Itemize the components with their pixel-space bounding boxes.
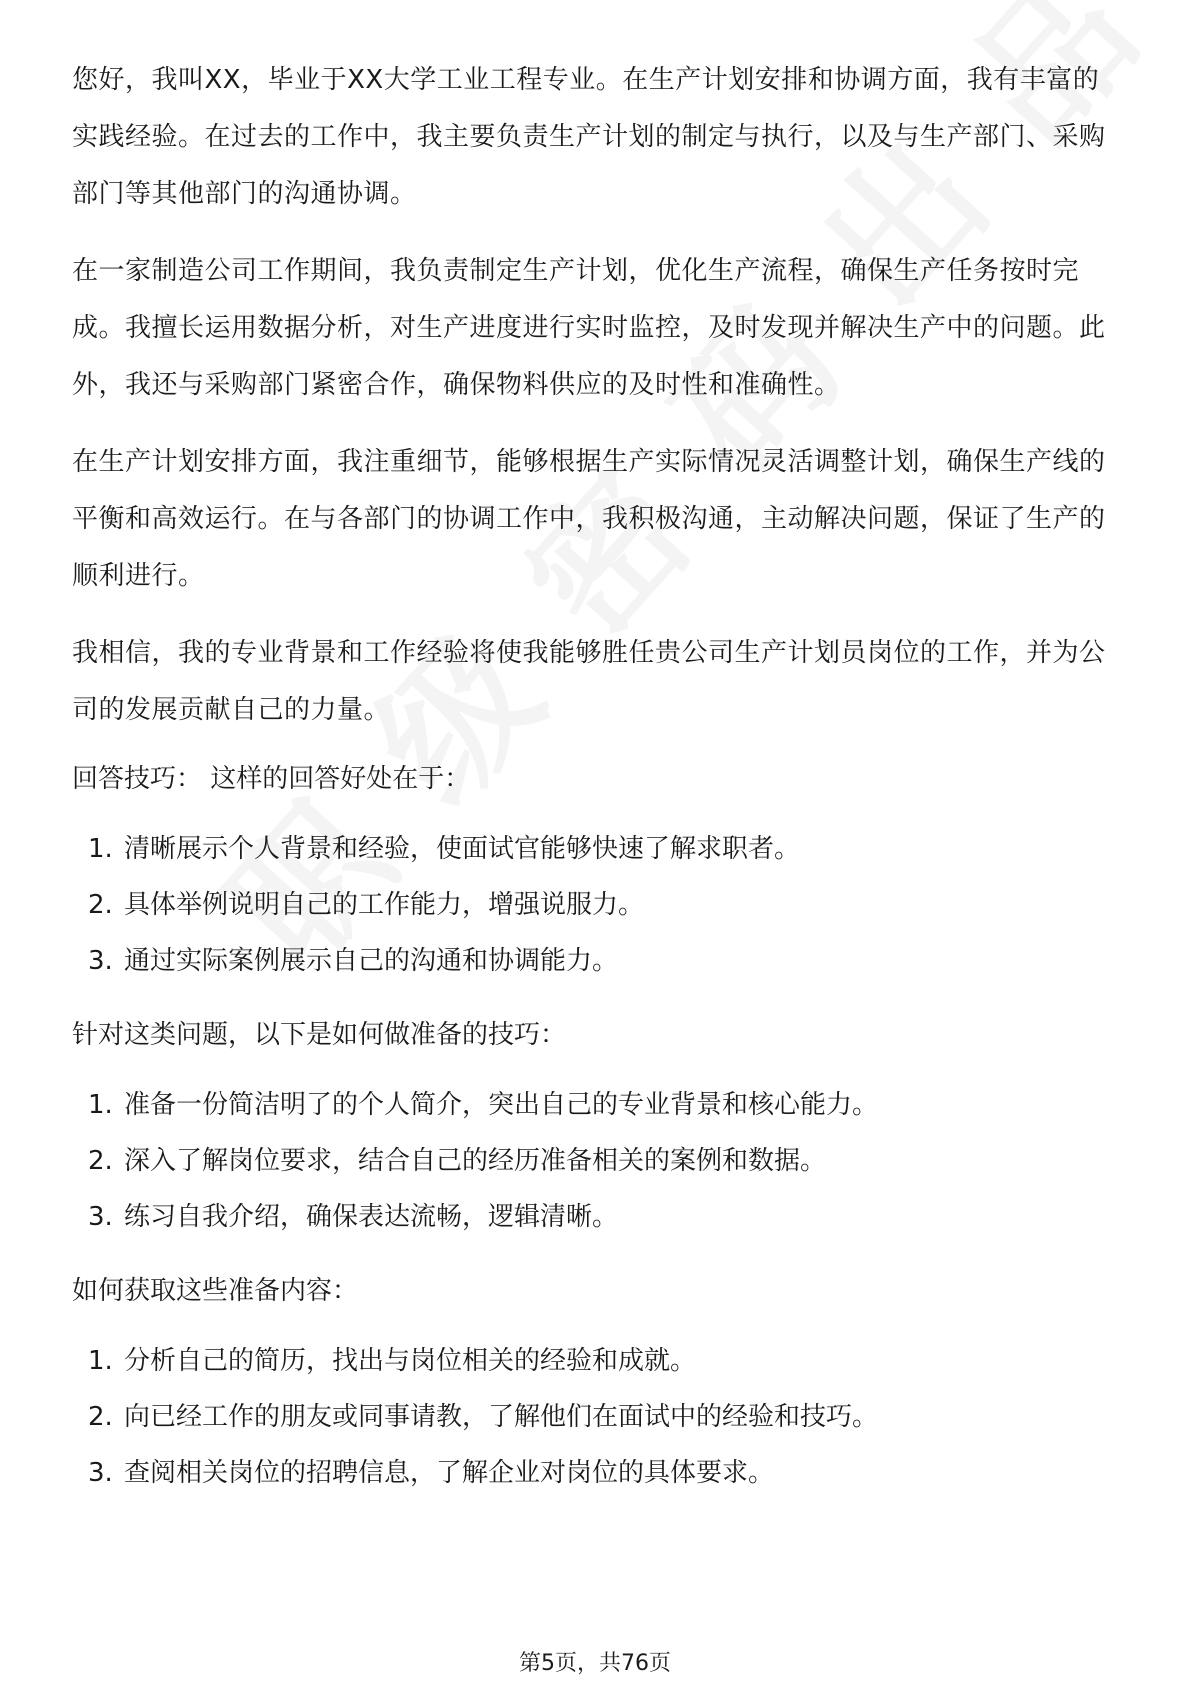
prep-list (72, 1077, 1122, 1245)
document-body (72, 52, 1122, 1527)
list-item-text: 准备一份简洁明了的个人简介，突出自己的专业背景和核心能力。 (124, 1090, 879, 1120)
list-number: 2. (88, 1402, 113, 1432)
list-item (72, 1445, 1122, 1501)
paragraph-conclusion: 我相信，我的专业背景和工作经验将使我能够胜任贵公司生产计划员岗位的工作，并为公司的发展贡献自己的力量。 (72, 638, 1106, 725)
list-number: 1. (88, 1090, 113, 1120)
list-item-text: 具体举例说明自己的工作能力，增强说服力。 (124, 890, 645, 920)
list-item-text: 分析自己的简历，找出与岗位相关的经验和成就。 (124, 1346, 697, 1376)
list-item (72, 877, 1122, 933)
list-item (72, 1333, 1122, 1389)
sources-heading: 如何获取这些准备内容： (72, 1276, 359, 1306)
paragraph-planning: 在生产计划安排方面，我注重细节，能够根据生产实际情况灵活调整计划，确保生产线的平衡和高效运行。在与各部门的协调工作中，我积极沟通，主动解决问题，保证了生产的顺利进行。 (72, 447, 1106, 591)
list-number: 3. (88, 946, 113, 976)
list-number: 3. (88, 1458, 113, 1488)
paragraph-experience: 在一家制造公司工作期间，我负责制定生产计划，优化生产流程，确保生产任务按时完成。我擅长运用数据分析，对生产进度进行实时监控，及时发现并解决生产中的问题。此外，我还与采购部门紧密合作，确保物料供应的及时性和准确性。 (72, 256, 1106, 400)
page-footer: 第5页，共76页 (519, 1651, 671, 1676)
list-item-text: 通过实际案例展示自己的沟通和协调能力。 (124, 946, 619, 976)
tips-list (72, 821, 1122, 989)
list-item (72, 933, 1122, 989)
list-number: 1. (88, 1346, 113, 1376)
tips-heading: 回答技巧： 这样的回答好处在于： (72, 764, 471, 794)
list-number: 2. (88, 1146, 113, 1176)
list-item-text: 清晰展示个人背景和经验，使面试官能够快速了解求职者。 (124, 834, 801, 864)
list-item-text: 深入了解岗位要求，结合自己的经历准备相关的案例和数据。 (124, 1146, 827, 1176)
list-item-text: 查阅相关岗位的招聘信息，了解企业对岗位的具体要求。 (124, 1458, 775, 1488)
paragraph-intro: 您好，我叫XX，毕业于XX大学工业工程专业。在生产计划安排和协调方面，我有丰富的实践经验。在过去的工作中，我主要负责生产计划的制定与执行，以及与生产部门、采购部门等其他部门的沟通协调。 (72, 65, 1106, 209)
list-item-text: 向已经工作的朋友或同事请教，了解他们在面试中的经验和技巧。 (124, 1402, 879, 1432)
list-number: 1. (88, 834, 113, 864)
list-item (72, 1133, 1122, 1189)
list-item-text: 练习自我介绍，确保表达流畅，逻辑清晰。 (124, 1202, 619, 1232)
sources-list (72, 1333, 1122, 1501)
list-number: 2. (88, 890, 113, 920)
list-item (72, 1389, 1122, 1445)
list-item (72, 1077, 1122, 1133)
list-item (72, 821, 1122, 877)
prep-heading: 针对这类问题，以下是如何做准备的技巧： (72, 1020, 567, 1050)
list-number: 3. (88, 1202, 113, 1232)
list-item (72, 1189, 1122, 1245)
